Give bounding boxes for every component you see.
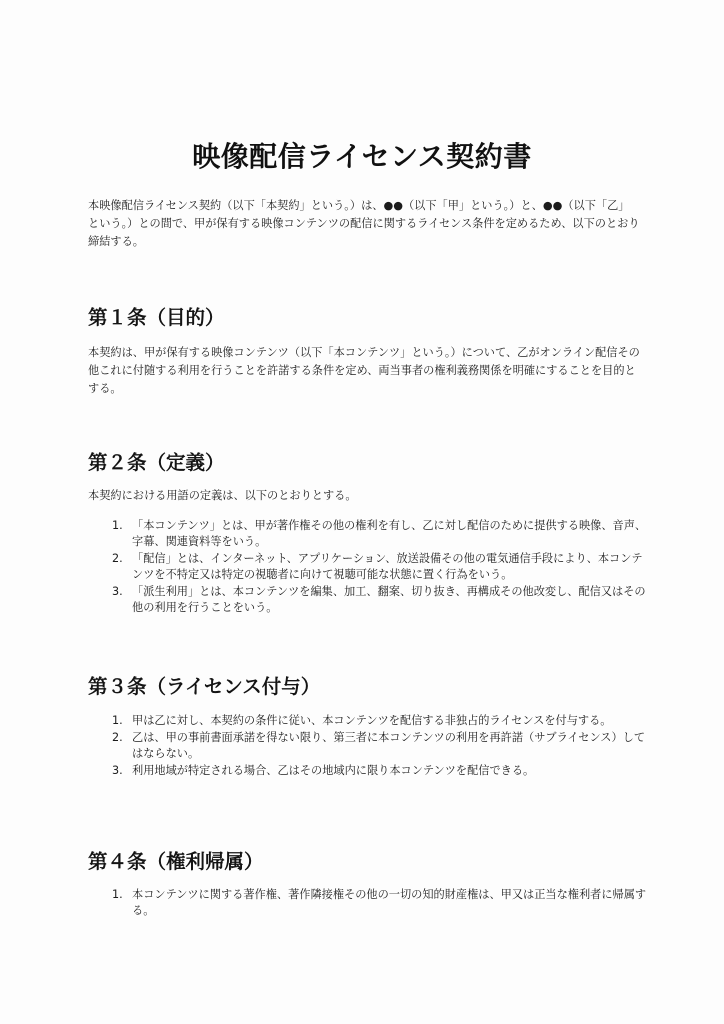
article-3-heading: 第３条（ライセンス付与） bbox=[88, 675, 321, 698]
list-item bbox=[88, 551, 648, 583]
list-item-number: 3. bbox=[112, 764, 123, 777]
list-item-number: 1. bbox=[112, 888, 123, 901]
document-title: 映像配信ライセンス契約書 bbox=[192, 139, 532, 173]
article-1-heading: 第１条（目的） bbox=[88, 306, 225, 329]
article-2-heading: 第２条（定義） bbox=[88, 451, 225, 474]
list-item bbox=[88, 887, 648, 919]
list-item-text: 「本コンテンツ」とは、甲が著作権その他の権利を有し、乙に対し配信のために提供する映像、音声、字幕、関連資料等をいう。 bbox=[132, 519, 647, 548]
list-item-number: 3. bbox=[112, 585, 123, 598]
preamble-paragraph: 本映像配信ライセンス契約（以下「本契約」という。）は、●●（以下「甲」という。）と、●●（以下「乙」という。）との間で、甲が保有する映像コンテンツの配信に関するライセンス条件を定めるため、以下のとおり締結する。 bbox=[88, 199, 640, 248]
list-item-text: 甲は乙に対し、本契約の条件に従い、本コンテンツを配信する非独占的ライセンスを付与する。 bbox=[132, 714, 612, 727]
article-2-definitions-list bbox=[88, 518, 648, 617]
list-item bbox=[88, 584, 648, 616]
article-4-rights-list bbox=[88, 887, 648, 920]
article-2-body: 本契約における用語の定義は、以下のとおりとする。 bbox=[88, 489, 357, 502]
list-item bbox=[88, 713, 648, 729]
article-1-body: 本契約は、甲が保有する映像コンテンツ（以下「本コンテンツ」という。）について、乙がオンライン配信その他これに付随する利用を行うことを許諾する条件を定め、両当事者の権利義務関係を明確にすることを目的とする。 bbox=[88, 346, 640, 395]
list-item-number: 1. bbox=[112, 714, 123, 727]
list-item bbox=[88, 730, 648, 762]
list-item-number: 2. bbox=[112, 552, 123, 565]
list-item-text: 「派生利用」とは、本コンテンツを編集、加工、翻案、切り抜き、再構成その他改変し、配信又はその他の利用を行うことをいう。 bbox=[132, 585, 646, 614]
list-item bbox=[88, 763, 648, 779]
list-item-text: 利用地域が特定される場合、乙はその地域内に限り本コンテンツを配信できる。 bbox=[132, 764, 535, 777]
list-item-text: 本コンテンツに関する著作権、著作隣接権その他の一切の知的財産権は、甲又は正当な権利者に帰属する。 bbox=[132, 888, 647, 917]
list-item-number: 2. bbox=[112, 731, 123, 744]
article-4-heading: 第４条（権利帰属） bbox=[88, 850, 264, 873]
list-item-text: 乙は、甲の事前書面承諾を得ない限り、第三者に本コンテンツの利用を再許諾（サブライセンス）してはならない。 bbox=[132, 731, 646, 760]
list-item bbox=[88, 518, 648, 550]
list-item-number: 1. bbox=[112, 519, 123, 532]
article-3-license-list bbox=[88, 713, 648, 780]
list-item-text: 「配信」とは、インターネット、アプリケーション、放送設備その他の電気通信手段により、本コンテンツを不特定又は特定の視聴者に向けて視聴可能な状態に置く行為をいう。 bbox=[132, 552, 643, 581]
